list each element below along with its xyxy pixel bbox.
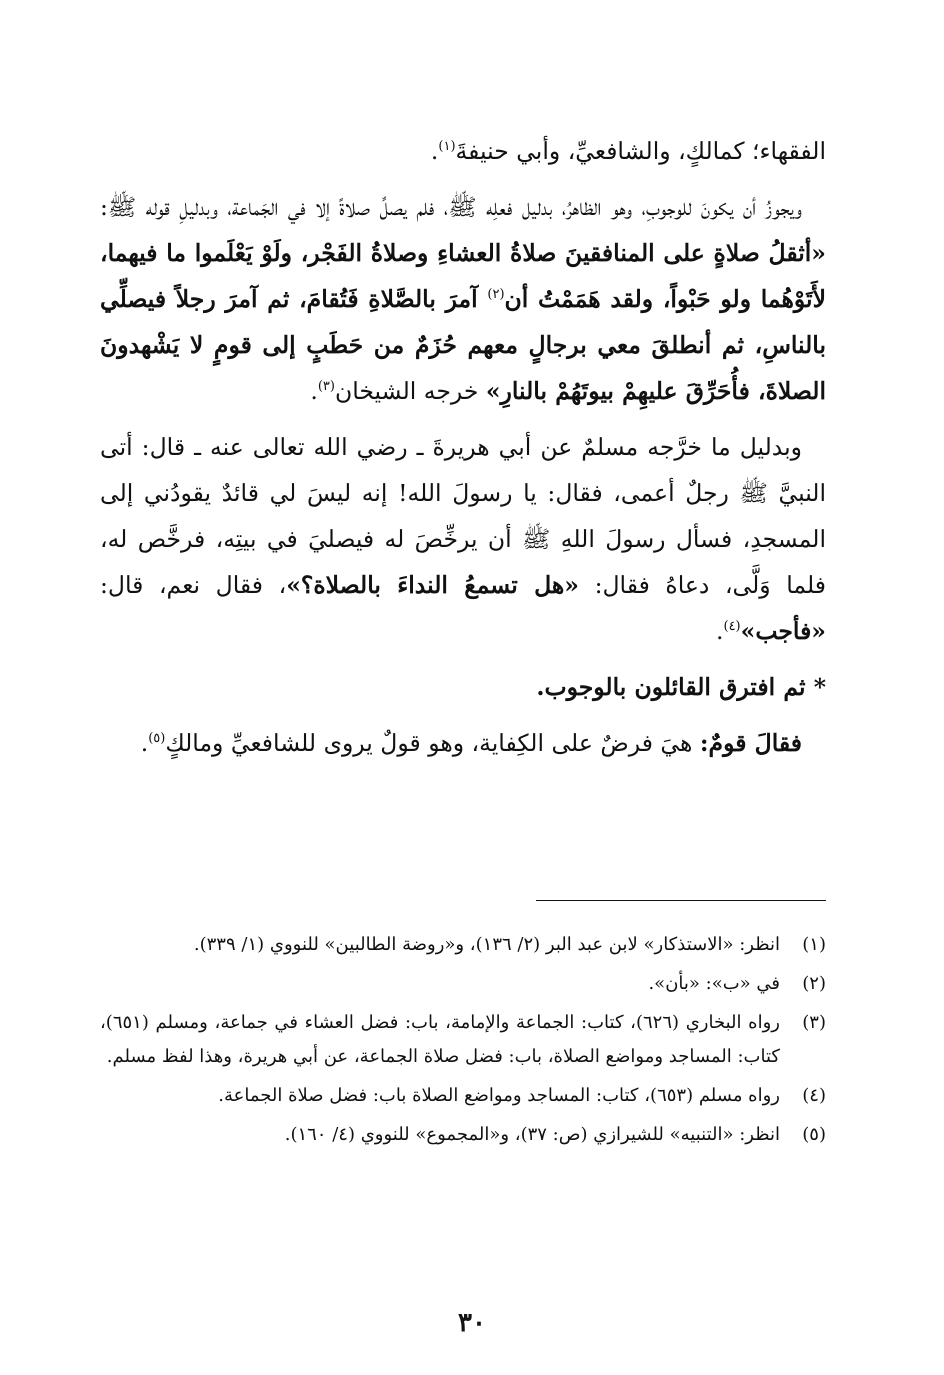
footnote-divider — [536, 900, 826, 901]
paragraph-1: الفقهاء؛ كمالكٍ، والشافعيِّ، وأبي حنيفةَ$^{(١)}$. — [430, 137, 826, 165]
footnote-ref-5[interactable]: (٥) — [148, 731, 166, 746]
hadith-quote-continued: آمرَ بالصَّلاةِ فَتُقامَ، ثم آمرَ رجلاً فيصلِّي بالناسِ، ثم أنطلقَ معي برجالٍ معهم حُزَمٌ من حَطَبٍ إلى قومٍ لا يَشْهدونَ الصلاةَ، فأُحَرِّقَ عليهِمْ بيوتَهُمْ بالنارِ» — [100, 285, 826, 405]
footnote-number: (٣) — [802, 1012, 826, 1033]
footnote-item — [100, 928, 826, 962]
footnote-text: انظر: «الاستذكار» لابن عبد البر (٢/ ١٣٦)، و«روضة الطالبين» للنووي (١/ ٣٣٩). — [193, 934, 780, 955]
footnote-item — [100, 1079, 826, 1113]
footnote-number: (١) — [802, 934, 826, 955]
footnote-text: انظر: «التنبيه» للشيرازي (ص: ٣٧)، و«المجموع» للنووي (٤/ ١٦٠). — [284, 1124, 780, 1145]
main-text — [100, 128, 826, 776]
footnotes — [100, 928, 826, 1157]
footnote-number: (٥) — [802, 1124, 826, 1145]
paragraph-5: فقالَ قومٌ: هيَ فرضٌ على الكِفاية، وهو قولٌ يروى للشافعيِّ ومالكٍ$^{(٥)}$. — [140, 729, 802, 757]
footnote-text: رواه البخاري (٦٢٦)، كتاب: الجماعة والإمامة، باب: فضل العشاء في جماعة، ومسلم (٦٥١)، كتاب: المساجد ومواضع الصلاة، باب: فضل صلاة الجماعة، عن أبي هريرة، وهذا لفظ مسلم. — [100, 1012, 780, 1067]
paragraph-3: وبدليل ما خرَّجه مسلمٌ عن أبي هريرةَ ـ رضي الله تعالى عنه ـ قال: أتى النبيَّ ﷺ رجلٌ أعمى، فقال: يا رسولَ الله! إنه ليسَ لي قائدٌ يقودُني إلى المسجدِ، فسأل رسولَ اللهِ ﷺ أن يرخِّصَ له فيصليَ في بيتِه، فرخَّص له، فلما وَلَّى، دعاهُ فقال: «هل تسمعُ النداءَ بالصلاة؟»، فقال نعم، قال: «فأجب»$^{(٤)}$. — [100, 433, 826, 645]
paragraph-lead: فقالَ قومٌ: — [699, 729, 802, 757]
footnote-ref-1[interactable]: (١) — [438, 139, 456, 154]
footnote-ref-3[interactable]: (٣) — [317, 379, 335, 394]
hadith-quote: «أثقلُ صلاةٍ على المنافقينَ صلاةُ العشاءِ وصلاةُ الفَجْر، ولَوْ يَعْلَموا ما فيهما، لأَتَوْهُما ولو حَبْواً، ولقد هَمَمْتُ أن — [100, 239, 826, 313]
footnote-number: (٤) — [802, 1085, 826, 1106]
paragraph-2: ويجوزُ أن يكونَ للوجوبِ، وهو الظاهرُ، بدليل فعلِه ﷺ، فلم يصلِّ صلاةً إلا في الجَماعة، وبدليلِ قوله ﷺ: «أثقلُ صلاةٍ على المنافقينَ صلاةُ العشاءِ وصلاةُ الفَجْر، ولَوْ يَعْلَموا ما فيهما، لأَتَوْهُما ولو حَبْواً، ولقد هَمَمْتُ أن$^{(٢)}$ آمرَ بالصَّلاةِ فَتُقامَ، ثم آمرَ رجلاً فيصلِّي بالناسِ، ثم أنطلقَ معي برجالٍ معهم حُزَمٌ من حَطَبٍ إلى قومٍ لا يَشْهدونَ الصلاةَ، فأُحَرِّقَ عليهِمْ بيوتَهُمْ بالنارِ» خرجه الشيخان$^{(٣)}$. — [100, 193, 826, 405]
footnote-item — [100, 1118, 826, 1152]
footnote-item — [100, 1006, 826, 1074]
footnote-text: رواه مسلم (٦٥٣)، كتاب: المساجد ومواضع الصلاة باب: فضل صلاة الجماعة. — [218, 1085, 780, 1106]
section-heading: * ثم افترق القائلون بالوجوب. — [536, 673, 826, 701]
footnote-number: (٢) — [802, 973, 826, 994]
hadith-quote-answer: «فأجب» — [740, 617, 826, 645]
hadith-quote-question: «هل تسمعُ النداءَ بالصلاة؟» — [286, 571, 579, 599]
footnote-text: في «ب»: «بأن». — [648, 973, 780, 994]
footnote-item — [100, 967, 826, 1001]
footnote-ref-2[interactable]: (٢) — [487, 287, 505, 302]
page-number: ٣٠ — [458, 1308, 486, 1338]
footnote-ref-4[interactable]: (٤) — [723, 619, 741, 634]
